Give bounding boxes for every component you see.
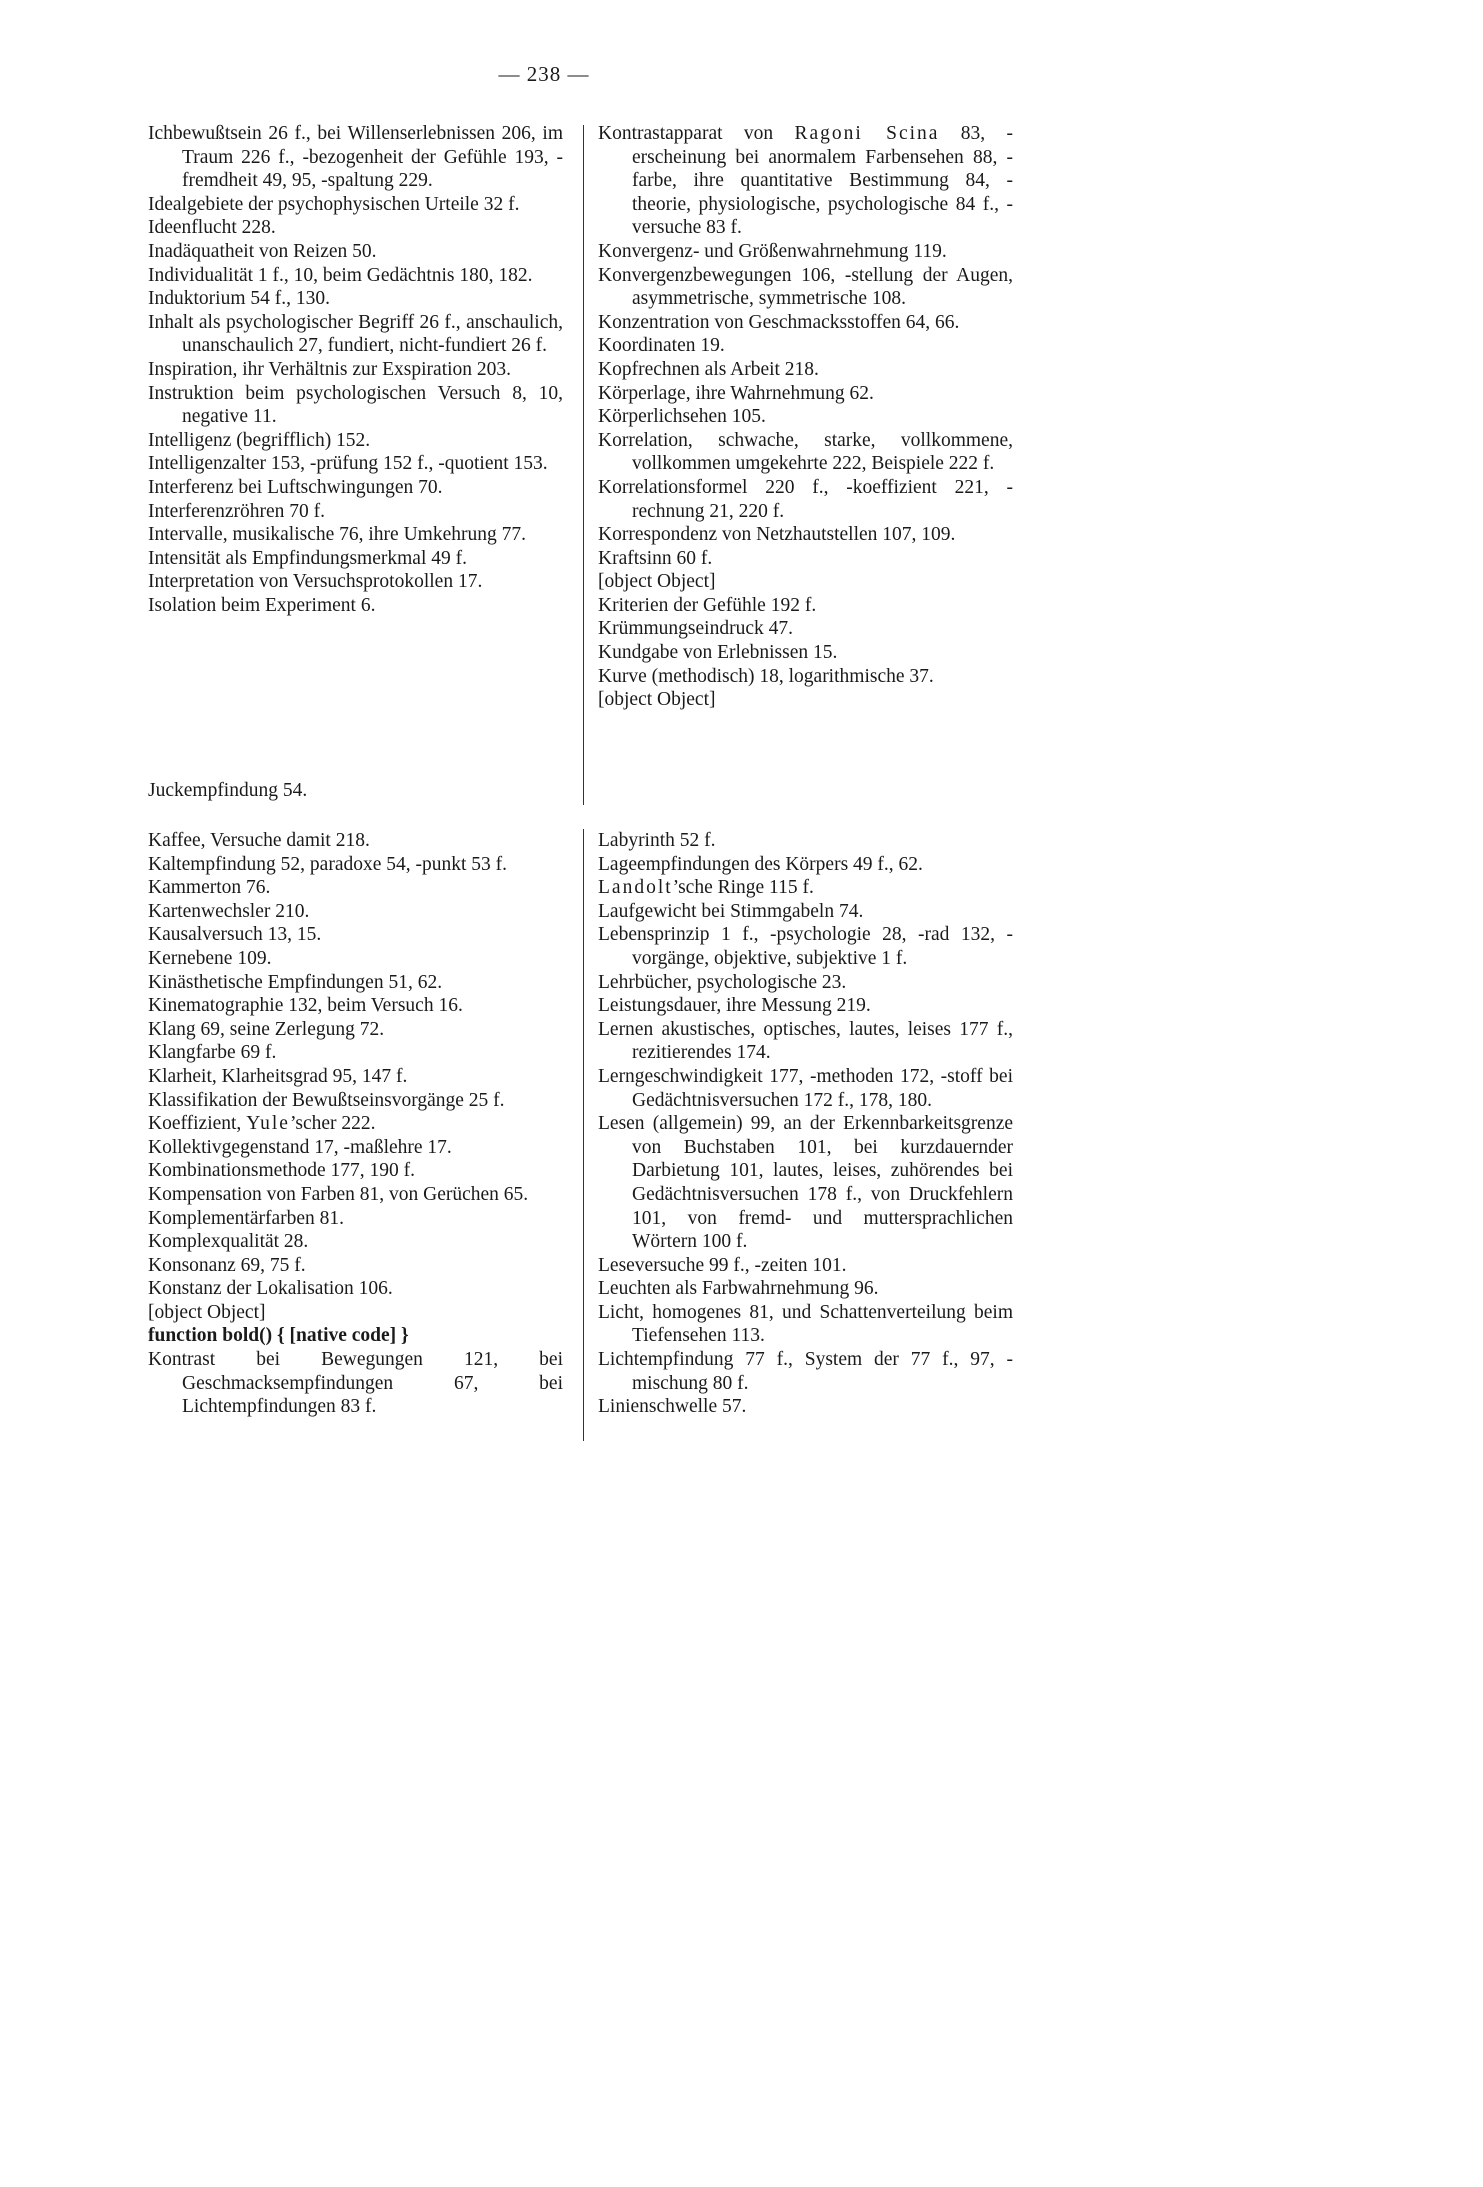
index-entry: Kombinationsmethode 177, 190 f. [148, 1160, 416, 1182]
index-entry: [object Object] [598, 689, 716, 711]
index-entry: Korrelation, schwache, starke, vollkommene, vollkommen umgekehrte 222, Beispiele 222 f. [598, 429, 1013, 475]
index-entry: Labyrinth 52 f. [598, 830, 716, 851]
index-entry: Lageempfindungen des Körpers 49 f., 62. [598, 853, 923, 875]
index-entry: Konvergenzbewegungen 106, -stellung der Augen, asymmetrische, symmetrische 108. [598, 264, 1013, 310]
index-entry: Kaffee, Versuche damit 218. [148, 830, 370, 851]
index-entry: Kaltempfindung 52, paradoxe 54, -punkt 53 f. [148, 853, 508, 875]
index-entry: Intelligenzalter 153, -prüfung 152 f., -quotient 153. [148, 453, 548, 475]
index-entry: Klarheit, Klarheitsgrad 95, 147 f. [148, 1065, 408, 1087]
column-divider-bottom [583, 829, 584, 1441]
index-entry: Individualität 1 f., 10, beim Gedächtnis 180, 182. [148, 264, 533, 286]
index-entry: Körperlichsehen 105. [598, 406, 766, 428]
index-entry: Interpretation von Versuchsprotokollen 17. [148, 571, 483, 593]
index-entry: Isolation beim Experiment 6. [148, 594, 376, 616]
index-entry: Krümmungseindruck 47. [598, 618, 793, 640]
index-entry: [object Object] [598, 571, 716, 593]
top-left-column [148, 122, 563, 617]
index-entry: Ichbewußtsein 26 f., bei Willenserlebnissen 206, im Traum 226 f., -bezogenheit der Gefühle 193, -fremdheit 49, 95, -spaltung 229. [148, 123, 563, 192]
bottom-left-column [148, 829, 563, 1419]
index-entry: Lehrbücher, psychologische 23. [598, 971, 847, 993]
index-entry: Lebensprinzip 1 f., -psychologie 28, -rad 132, -vorgänge, objektive, subjektive 1 f. [598, 924, 1013, 969]
index-entry: Konsonanz 69, 75 f. [148, 1254, 306, 1276]
index-entry: Kontrastapparat von Ragoni Scina 83, -erscheinung bei anormalem Farbensehen 88, -farbe, ihre quantitative Bestimmung 84, -theorie, physiologische, psychologische 84 f., -versuche 83 f. [598, 123, 1013, 239]
index-entry: Kopfrechnen als Arbeit 218. [598, 358, 819, 380]
index-entry: Leistungsdauer, ihre Messung 219. [598, 995, 871, 1017]
page-number: — 238 — [498, 62, 590, 86]
index-entry: Lerngeschwindigkeit 177, -methoden 172, -stoff bei Gedächtnisversuchen 172 f., 178, 180. [598, 1065, 1013, 1111]
index-entry: Kinematographie 132, beim Versuch 16. [148, 995, 463, 1017]
index-entry: Laufgewicht bei Stimmgabeln 74. [598, 900, 864, 922]
column-divider-top [583, 125, 584, 805]
index-entry: Interferenz bei Luftschwingungen 70. [148, 476, 443, 498]
index-entry: Induktorium 54 f., 130. [148, 288, 330, 310]
index-entry: Kinästhetische Empfindungen 51, 62. [148, 971, 443, 993]
index-entry: Idealgebiete der psychophysischen Urteile 32 f. [148, 193, 520, 215]
index-entry: Kurve (methodisch) 18, logarithmische 37. [598, 665, 934, 687]
index-entry: function bold() { [native code] } [148, 1325, 409, 1347]
index-entry: Komplexqualität 28. [148, 1231, 309, 1253]
index-entry: Korrelationsformel 220 f., -koeffizient 221, -rechnung 21, 220 f. [598, 476, 1013, 522]
index-entry: Korrespondenz von Netzhautstellen 107, 109. [598, 524, 956, 546]
index-entry: Intelligenz (begrifflich) 152. [148, 429, 371, 451]
index-entry: Intervalle, musikalische 76, ihre Umkehrung 77. [148, 524, 526, 546]
index-entry: Leuchten als Farbwahrnehmung 96. [598, 1278, 879, 1300]
index-entry: Licht, homogenes 81, und Schattenverteilung beim Tiefensehen 113. [598, 1301, 1013, 1347]
index-entry: Kernebene 109. [148, 947, 272, 969]
index-entry: Koordinaten 19. [598, 335, 725, 357]
index-entry: Konstanz der Lokalisation 106. [148, 1278, 393, 1300]
index-entry: Juckempfindung 54. [148, 780, 308, 801]
index-entry: Koeffizient, Yule’scher 222. [148, 1113, 376, 1135]
index-entry: Ideenflucht 228. [148, 217, 276, 239]
index-entry: Landolt’sche Ringe 115 f. [598, 877, 814, 899]
index-entry: Kollektivgegenstand 17, -maßlehre 17. [148, 1136, 452, 1158]
bottom-right-column [598, 829, 1013, 1419]
index-entry: Kartenwechsler 210. [148, 900, 310, 922]
index-entry: Konzentration von Geschmacksstoffen 64, 66. [598, 311, 960, 333]
index-entry: Inhalt als psychologischer Begriff 26 f., anschaulich, unanschaulich 27, fundiert, nicht-fundiert 26 f. [148, 311, 563, 357]
index-entry: Klang 69, seine Zerlegung 72. [148, 1018, 385, 1040]
index-entry: Komplementärfarben 81. [148, 1207, 345, 1229]
index-entry: Leseversuche 99 f., -zeiten 101. [598, 1254, 847, 1276]
top-left-column-tail [148, 779, 563, 803]
index-entry: Kriterien der Gefühle 192 f. [598, 594, 817, 616]
index-entry: Konvergenz- und Größenwahrnehmung 119. [598, 240, 947, 262]
top-right-column [598, 122, 1013, 712]
index-entry: Kraftsinn 60 f. [598, 547, 713, 569]
index-entry: Kontrast bei Bewegungen 121, bei Geschmacksempfindungen 67, bei Lichtempfindungen 83 f. [148, 1349, 563, 1418]
index-entry: Instruktion beim psychologischen Versuch 8, 10, negative 11. [148, 382, 563, 428]
index-entry: Inspiration, ihr Verhältnis zur Exspiration 203. [148, 358, 512, 380]
index-entry: Intensität als Empfindungsmerkmal 49 f. [148, 547, 467, 569]
index-entry: Lernen akustisches, optisches, lautes, leises 177 f., rezitierendes 174. [598, 1018, 1013, 1064]
index-entry: Klassifikation der Bewußtseinsvorgänge 25 f. [148, 1089, 505, 1111]
index-entry: Inadäquatheit von Reizen 50. [148, 240, 377, 262]
index-entry: Kausalversuch 13, 15. [148, 924, 322, 946]
index-entry: Klangfarbe 69 f. [148, 1042, 277, 1064]
index-entry: [object Object] [148, 1301, 266, 1323]
index-entry: Linienschwelle 57. [598, 1396, 747, 1418]
index-entry: Kammerton 76. [148, 877, 271, 899]
index-entry: Lesen (allgemein) 99, an der Erkennbarkeitsgrenze von Buchstaben 101, bei kurzdauernder Darbietung 101, lautes, leises, zuhörendes bei Gedächtnisversuchen 178 f., von Druckfehlern 101, von fremd- und muttersprachlichen Wörtern 100 f. [598, 1113, 1013, 1253]
index-entry: Kompensation von Farben 81, von Gerüchen 65. [148, 1183, 529, 1205]
index-entry: Kundgabe von Erlebnissen 15. [598, 642, 838, 664]
index-entry: Körperlage, ihre Wahrnehmung 62. [598, 382, 874, 404]
index-entry: Lichtempfindung 77 f., System der 77 f., 97, -mischung 80 f. [598, 1349, 1013, 1394]
index-entry: Interferenzröhren 70 f. [148, 500, 326, 522]
